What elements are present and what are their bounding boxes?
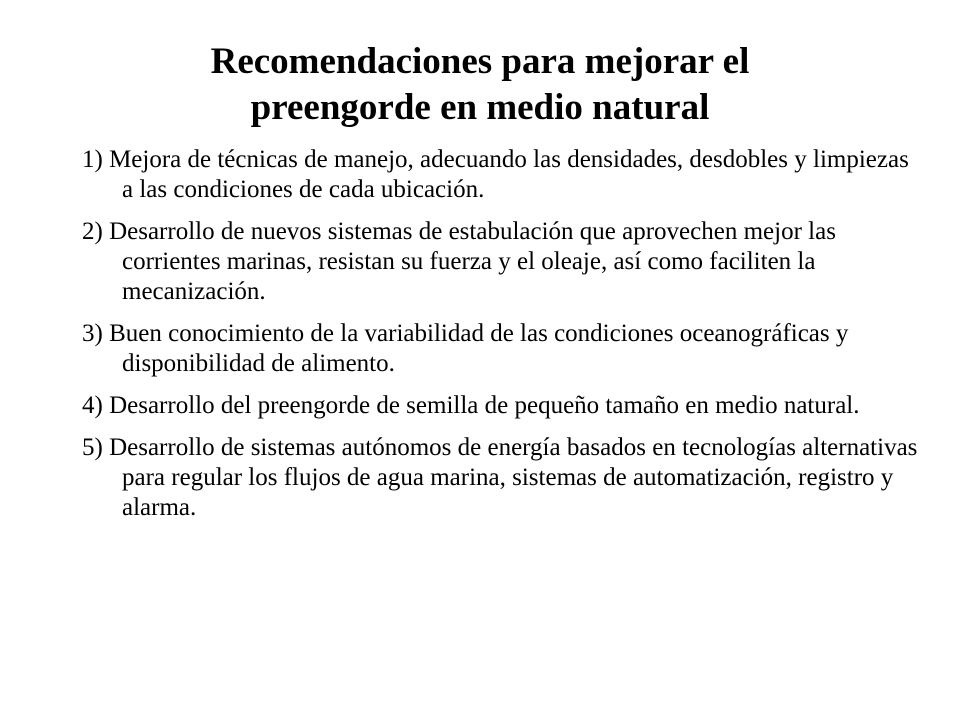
slide-title-line-2: preengorde en medio natural [250, 86, 710, 128]
recommendation-item-1: 1) Mejora de técnicas de manejo, adecuando las densidades, desdobles y limpiezas a las condiciones de cada ubicación. [82, 146, 909, 203]
recommendation-item-5: 5) Desarrollo de sistemas autónomos de energía basados en tecnologías alternativas para regular los flujos de agua marina, sistemas de automatización, registro y alarma. [82, 434, 918, 521]
slide-title [0, 39, 960, 131]
recommendation-item-2: 2) Desarrollo de nuevos sistemas de estabulación que aprovechen mejor las corrientes marinas, resistan su fuerza y el oleaje, así como faciliten la mecanización. [82, 218, 836, 305]
recommendation-list [82, 145, 922, 535]
slide-title-line-1: Recomendaciones para mejorar el [210, 40, 750, 82]
recommendation-item-3: 3) Buen conocimiento de la variabilidad de las condiciones oceanográficas y disponibilidad de alimento. [82, 320, 849, 377]
recommendation-item-4: 4) Desarrollo del preengorde de semilla de pequeño tamaño en medio natural. [82, 392, 860, 419]
